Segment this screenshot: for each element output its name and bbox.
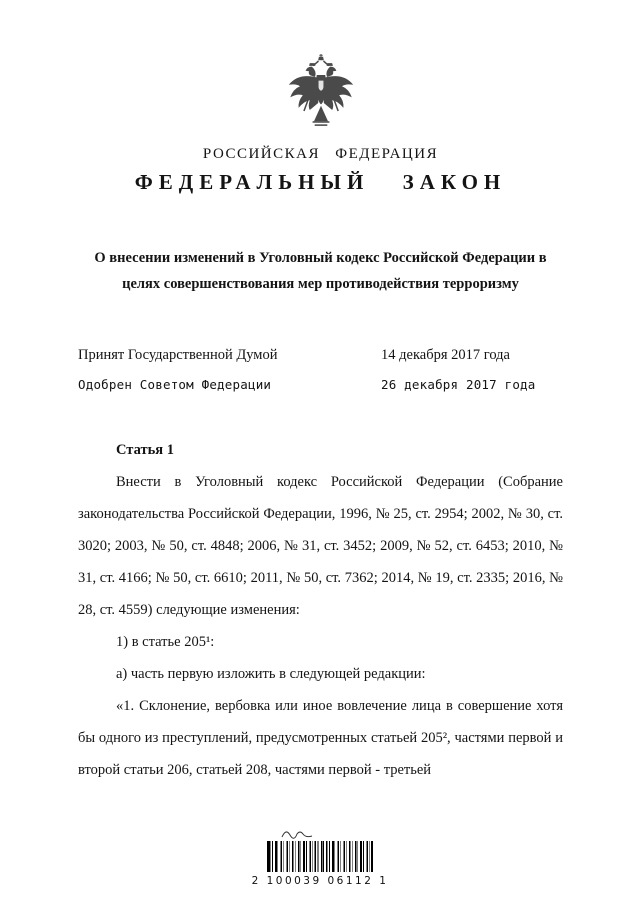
document-type-heading: ФЕДЕРАЛЬНЫЙ ЗАКОН: [134, 170, 507, 194]
law-body: [78, 434, 563, 786]
barcode-block: [0, 828, 640, 887]
handwritten-initials-mark: [280, 828, 314, 840]
country-name: РОССИЙСКАЯ ФЕДЕРАЦИЯ: [202, 146, 439, 162]
adopted-by-duma-label: Принят Государственной Думой: [78, 347, 278, 363]
document-header: [78, 54, 563, 195]
approved-by-council-row: [78, 377, 563, 392]
body-paragraph: «1. Склонение, вербовка или иное вовлечение лица в совершение хотя бы одного из преступлений, предусмотренных статьей 205², частями первой и второй статьи 206, статьей 208, частями первой - третьей: [78, 698, 563, 778]
approved-by-council-label: Одобрен Советом Федерации: [78, 377, 272, 392]
coat-of-arms-icon: [286, 54, 356, 131]
law-title: О внесении изменений в Уголовный кодекс Российской Федерации в целях совершенствования мер противодействия терроризму: [94, 250, 547, 292]
adopted-by-duma-row: [78, 347, 563, 364]
body-paragraph: 1) в статье 205¹:: [116, 634, 215, 650]
body-paragraph: Внести в Уголовный кодекс Российской Федерации (Собрание законодательства Российской Федерации, 1996, № 25, ст. 2954; 2002, № 30, ст. 3020; 2003, № 50, ст. 4848; 2006, № 31, ст. 3452; 2009, № 52, ст. 6453; 2010, № 31, ст. 4166; № 50, ст. 6610; 2011, № 50, ст. 7362; 2014, № 19, ст. 2335; 2016, № 28, ст. 4559) следующие изменения:: [78, 474, 563, 618]
adopted-date: 14 декабря 2017 года: [381, 347, 510, 363]
body-paragraph: а) часть первую изложить в следующей редакции:: [116, 666, 426, 682]
adoption-block: [78, 347, 563, 392]
barcode: [267, 841, 373, 872]
barcode-digits: 2 100039 06112 1: [251, 875, 389, 887]
approved-date: 26 декабря 2017 года: [381, 377, 536, 392]
article-heading: Статья 1: [116, 442, 174, 458]
